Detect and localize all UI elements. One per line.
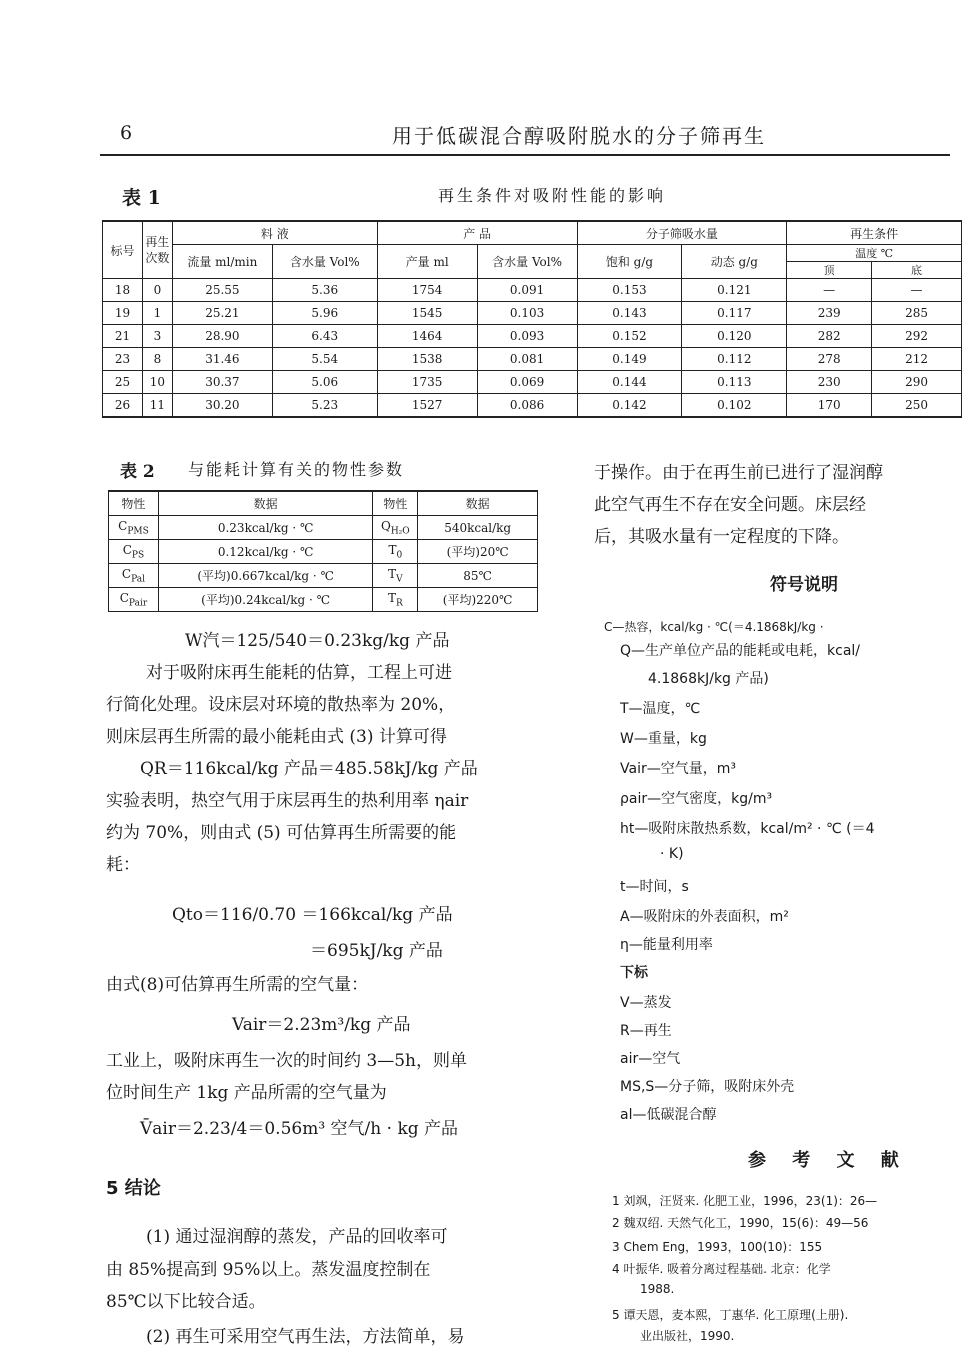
cell-prop: $C_{Pair}$	[109, 588, 159, 612]
cell-id: 23	[103, 348, 143, 371]
cell-top: 282	[787, 325, 872, 348]
cell-flow: 25.21	[172, 302, 272, 325]
cell-top: 239	[787, 302, 872, 325]
cell-prod: 1538	[377, 348, 477, 371]
cell-sat: 0.153	[577, 279, 682, 302]
symbol-line: T—温度，℃	[620, 701, 701, 717]
cell-sat: 0.143	[577, 302, 682, 325]
cell-regen: 10	[142, 371, 172, 394]
symbols-title: 符号说明	[770, 575, 838, 595]
reference-item: 2 魏双绍. 天然气化工，1990，15(6)：49—56	[612, 1216, 869, 1230]
paragraph-line: 位时间生产 1kg 产品所需的空气量为	[106, 1083, 387, 1103]
reference-item: 5 谭天恩，麦本熙，丁惠华. 化工原理(上册).	[612, 1308, 849, 1322]
reference-item: 4 叶振华. 吸着分离过程基础. 北京：化学	[612, 1262, 831, 1276]
cell-sat: 0.144	[577, 371, 682, 394]
symbol-line: 4.1868kJ/kg 产品)	[648, 671, 769, 687]
cell-prop: $C_{PMS}$	[109, 516, 159, 540]
cell-wfeed: 5.36	[272, 279, 377, 302]
table2	[108, 490, 538, 612]
subscript-line: al—低碳混合醇	[620, 1107, 717, 1123]
water-feed-header: 含水量 Vol%	[272, 245, 377, 279]
table-row	[109, 588, 538, 612]
equation-vair: Vair＝2.23m³/kg 产品	[232, 1015, 411, 1035]
bottom-header: 底	[872, 262, 962, 279]
cell-id: 19	[103, 302, 143, 325]
cell-prod: 1735	[377, 371, 477, 394]
paragraph-line: (2) 再生可采用空气再生法，方法简单，易	[146, 1327, 465, 1347]
paragraph-line: 耗：	[106, 855, 140, 875]
symbol-line: ht—吸附床散热系数，kcal/m² · ℃ (＝4	[620, 821, 875, 837]
cell-bot: 292	[872, 325, 962, 348]
paragraph-line: 约为 70%，则由式 (5) 可估算再生所需要的能	[106, 823, 457, 843]
subscript-line: MS,S—分子筛，吸附床外壳	[620, 1079, 795, 1095]
cell-flow: 30.37	[172, 371, 272, 394]
equation-qr: QR＝116kcal/kg 产品＝485.58kJ/kg 产品	[140, 759, 478, 779]
subscript-line: R—再生	[620, 1023, 672, 1039]
table1-title: 再生条件对吸附性能的影响	[438, 186, 667, 205]
section-title: 5 结论	[106, 1178, 161, 1199]
cell-data: (平均)220℃	[418, 588, 538, 612]
cell-top: —	[787, 279, 872, 302]
group-cond-header: 再生条件	[787, 221, 962, 245]
cell-wfeed: 5.06	[272, 371, 377, 394]
cell-data: 540kcal/kg	[418, 516, 538, 540]
table2-title: 与能耗计算有关的物性参数	[188, 460, 405, 479]
cell-dyn: 0.102	[682, 394, 787, 418]
cell-id: 25	[103, 371, 143, 394]
data-header: 数据	[158, 491, 373, 516]
equation-qto-cont: ＝695kJ/kg 产品	[310, 941, 443, 961]
reference-item-cont: 业出版社，1990.	[640, 1329, 735, 1343]
symbol-line: Vair—空气量，m³	[620, 761, 736, 777]
cell-wprod: 0.093	[477, 325, 577, 348]
reference-item-cont: 1988.	[640, 1282, 675, 1296]
paragraph-line: 于操作。由于在再生前已进行了湿润醇	[594, 463, 883, 483]
cell-regen: 0	[142, 279, 172, 302]
data-header: 数据	[418, 491, 538, 516]
cell-wprod: 0.103	[477, 302, 577, 325]
prop-header: 物性	[109, 491, 159, 516]
page-number: 6	[120, 122, 133, 144]
cell-flow: 28.90	[172, 325, 272, 348]
cell-prop: $C_{Pal}$	[109, 564, 159, 588]
cell-wfeed: 6.43	[272, 325, 377, 348]
cell-regen: 1	[142, 302, 172, 325]
symbol-line: · K)	[660, 846, 684, 862]
cell-bot: 250	[872, 394, 962, 418]
subscripts-title: 下标	[620, 965, 648, 981]
group-feed-header: 料 液	[172, 221, 377, 245]
table1-label: 表 1	[122, 187, 161, 209]
equation-w: W汽＝125/540＝0.23kg/kg 产品	[185, 631, 450, 651]
cell-wfeed: 5.96	[272, 302, 377, 325]
cell-sat: 0.142	[577, 394, 682, 418]
cell-dyn: 0.120	[682, 325, 787, 348]
water-prod-header: 含水量 Vol%	[477, 245, 577, 279]
paragraph-line: 行简化处理。设床层对环境的散热率为 20%，	[106, 695, 456, 715]
symbol-line: η—能量利用率	[620, 937, 713, 953]
symbol-line: W—重量，kg	[620, 731, 707, 747]
subscript-line: V—蒸发	[620, 995, 672, 1011]
symbol-line: ρair—空气密度，kg/m³	[620, 791, 773, 807]
paragraph-line: 对于吸附床再生能耗的估算，工程上可进	[146, 663, 452, 683]
cell-data: (平均)0.24kcal/kg · ℃	[158, 588, 373, 612]
table-row	[103, 279, 962, 302]
cell-wprod: 0.069	[477, 371, 577, 394]
cell-dyn: 0.112	[682, 348, 787, 371]
references-title: 参 考 文 献	[748, 1150, 909, 1171]
equation-vair-hourly: V̄air＝2.23/4＝0.56m³ 空气/h · kg 产品	[140, 1119, 459, 1139]
cell-top: 230	[787, 371, 872, 394]
header-rule	[100, 154, 950, 156]
cell-flow: 31.46	[172, 348, 272, 371]
table-row	[103, 302, 962, 325]
reference-item: 3 Chem Eng，1993，100(10)：155	[612, 1240, 823, 1254]
table-row	[103, 394, 962, 418]
cell-dyn: 0.113	[682, 371, 787, 394]
cell-wprod: 0.081	[477, 348, 577, 371]
paragraph-line: 后，其吸水量有一定程度的下降。	[594, 527, 849, 547]
cell-prop: $T_V$	[373, 564, 418, 588]
cell-bot: 212	[872, 348, 962, 371]
cell-bot: 285	[872, 302, 962, 325]
temp-header: 温度 ℃	[787, 245, 962, 262]
table-row	[109, 540, 538, 564]
table-row	[109, 564, 538, 588]
paragraph-line: 由式(8)可估算再生所需的空气量：	[106, 975, 369, 995]
table2-label: 表 2	[120, 462, 155, 482]
paragraph-line: 由 85%提高到 95%以上。蒸发温度控制在	[106, 1260, 431, 1280]
cell-sat: 0.149	[577, 348, 682, 371]
paragraph-line: 此空气再生不存在安全问题。床层经	[594, 495, 866, 515]
flow-header: 流量 ml/min	[172, 245, 272, 279]
cell-sat: 0.152	[577, 325, 682, 348]
group-adsorb-header: 分子筛吸水量	[577, 221, 787, 245]
equation-qto: Qto＝116/0.70 ＝166kcal/kg 产品	[172, 905, 453, 925]
cell-id: 18	[103, 279, 143, 302]
cell-regen: 3	[142, 325, 172, 348]
cell-data: (平均)20℃	[418, 540, 538, 564]
group-product-header: 产 品	[377, 221, 577, 245]
cell-id: 21	[103, 325, 143, 348]
paragraph-line: 实验表明，热空气用于床层再生的热利用率 ηair	[106, 791, 469, 811]
paragraph-line: 则床层再生所需的最小能耗由式 (3) 计算可得	[106, 727, 447, 747]
sat-header: 饱和 g/g	[577, 245, 682, 279]
cell-flow: 25.55	[172, 279, 272, 302]
cell-id: 26	[103, 394, 143, 418]
symbol-line: Q—生产单位产品的能耗或电耗，kcal/	[620, 643, 861, 659]
table1	[102, 220, 962, 418]
cell-prod: 1527	[377, 394, 477, 418]
cell-prop: $C_{PS}$	[109, 540, 159, 564]
cell-prop: $T_R$	[373, 588, 418, 612]
col-regen-header: 再生次数	[142, 221, 172, 279]
cell-regen: 11	[142, 394, 172, 418]
cell-data: 0.23kcal/kg · ℃	[158, 516, 373, 540]
cell-data: (平均)0.667kcal/kg · ℃	[158, 564, 373, 588]
cell-wfeed: 5.54	[272, 348, 377, 371]
cell-flow: 30.20	[172, 394, 272, 418]
col-id-header: 标号	[103, 221, 143, 279]
table-row	[103, 325, 962, 348]
dyn-header: 动态 g/g	[682, 245, 787, 279]
symbol-line-clipped: C—热容，kcal/kg · ℃(＝4.1868kJ/kg ·	[604, 620, 824, 634]
table-row	[103, 348, 962, 371]
table-row	[109, 516, 538, 540]
cell-prod: 1464	[377, 325, 477, 348]
table-row	[103, 371, 962, 394]
top-header: 顶	[787, 262, 872, 279]
cell-dyn: 0.117	[682, 302, 787, 325]
cell-bot: 290	[872, 371, 962, 394]
cell-top: 170	[787, 394, 872, 418]
reference-item: 1 刘飒，汪贤来. 化肥工业，1996，23(1)：26—	[612, 1194, 878, 1208]
cell-dyn: 0.121	[682, 279, 787, 302]
cell-prod: 1754	[377, 279, 477, 302]
cell-top: 278	[787, 348, 872, 371]
cell-data: 0.12kcal/kg · ℃	[158, 540, 373, 564]
symbol-line: t—时间，s	[620, 879, 689, 895]
cell-wfeed: 5.23	[272, 394, 377, 418]
symbol-line: A—吸附床的外表面积，m²	[620, 909, 789, 925]
paragraph-line: (1) 通过湿润醇的蒸发，产品的回收率可	[146, 1227, 448, 1247]
subscript-line: air—空气	[620, 1051, 681, 1067]
cell-data: 85℃	[418, 564, 538, 588]
cell-wprod: 0.086	[477, 394, 577, 418]
cell-prop: $Q_{H_2O}$	[373, 516, 418, 540]
paragraph-line: 85℃以下比较合适。	[106, 1292, 266, 1312]
cell-prod: 1545	[377, 302, 477, 325]
cell-bot: —	[872, 279, 962, 302]
cell-prop: $T_0$	[373, 540, 418, 564]
prod-ml-header: 产量 ml	[377, 245, 477, 279]
prop-header: 物性	[373, 491, 418, 516]
cell-regen: 8	[142, 348, 172, 371]
cell-wprod: 0.091	[477, 279, 577, 302]
paragraph-line: 工业上，吸附床再生一次的时间约 3—5h，则单	[106, 1051, 467, 1071]
running-title: 用于低碳混合醇吸附脱水的分子筛再生	[392, 124, 766, 148]
